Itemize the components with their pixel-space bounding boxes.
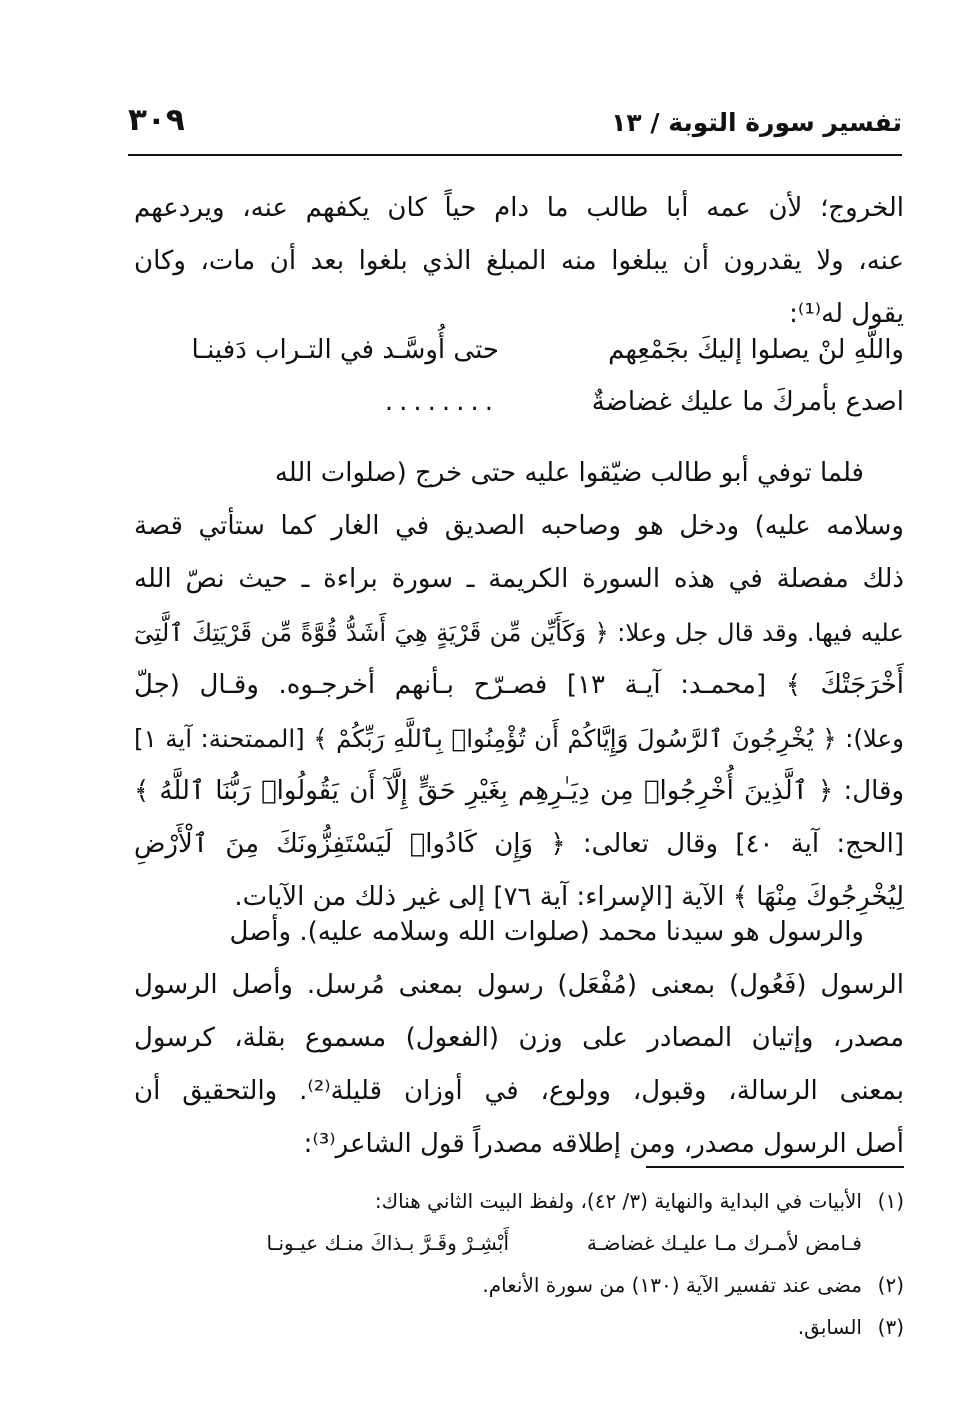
text-line: الرسول (فَعُول) بمعنى (مُفْعَل) رسول بمعنى مُرسل. وأصل الرسول — [134, 970, 904, 1000]
text-line: ذلك مفصلة في هذه السورة الكريمة ـ سورة براءة ـ حيث نصّ الله — [134, 564, 904, 594]
text-line: وسلامه عليه) ودخل هو وصاحبه الصديق في الغار كما ستأتي قصة — [134, 511, 904, 541]
paragraph-2 — [134, 447, 904, 924]
footnote-number: (٣) — [877, 1315, 904, 1339]
footnote-text: مضى عند تفسير الآية (١٣٠) من سورة الأنعام. — [482, 1273, 862, 1297]
page-header — [128, 102, 902, 156]
footnote-2 — [134, 1264, 904, 1306]
text-line: يقول له⁽¹⁾: — [789, 299, 904, 329]
paragraph-1 — [134, 182, 904, 341]
poem-verse — [134, 387, 904, 439]
text-line: مصدر، وإتيان المصادر على وزن (الفعول) مسموع بقلة، كرسول — [134, 1023, 904, 1053]
footnote-verse — [134, 1222, 904, 1264]
footnotes — [134, 1180, 904, 1348]
text-line: لِيُخْرِجُوكَ مِنْهَا ﴾ الآية [الإسراء: آية ٧٦] إلى غير ذلك من الآيات. — [234, 882, 904, 912]
footnote-text: السابق. — [797, 1315, 862, 1339]
footnote-text: الأبيات في البداية والنهاية (٣/ ٤٢)، ولفظ البيت الثاني هناك: — [374, 1189, 862, 1213]
footnote-verse-first: فـامض لأمـرك مـا عليـك غضاضـة — [586, 1231, 862, 1255]
text-line: أصل الرسول مصدر، ومن إطلاقه مصدراً قول الشاعر⁽³⁾: — [303, 1129, 904, 1159]
text-line: وقال: ﴿ ٱلَّذِينَ أُخْرِجُوا۟ مِن دِيَـٰرِهِم بِغَيْرِ حَقٍّ إِلَّآ أَن يَقُولُوا۟ رَبُّنَا ٱللَّهُ ﴾ — [134, 776, 904, 806]
poem-hemistich: واللَّهِ لنْ يصلوا إليكَ بجَمْعِهم — [608, 335, 904, 365]
poem-ellipsis: ........ — [384, 387, 499, 417]
poem — [134, 335, 904, 439]
poem-hemistich: حتى أُوسَّـد في التـراب دَفينـا — [191, 335, 499, 365]
poem-hemistich: اصدع بأمركَ ما عليك غضاضةٌ — [591, 387, 904, 417]
running-title: تفسير سورة التوبة / ١٣ — [611, 108, 902, 137]
footnote-1 — [134, 1180, 904, 1222]
poem-verse — [134, 335, 904, 387]
text-line: بمعنى الرسالة، وقبول، وولوع، في أوزان قليلة⁽²⁾. والتحقيق أن — [134, 1076, 904, 1106]
footnote-number: (٢) — [877, 1273, 904, 1297]
text-line — [134, 447, 904, 500]
footnote-divider — [646, 1166, 904, 1168]
text-line: الخروج؛ لأن عمه أبا طالب ما دام حياً كان يكفهم عنه، ويردعهم — [134, 193, 904, 223]
text-line: عليه فيها. وقد قال جل وعلا: ﴿ وَكَأَيِّن مِّن قَرْيَةٍ هِيَ أَشَدُّ قُوَّةً مِّن قَرْيَتِكَ ٱلَّتِىٓ — [134, 618, 904, 647]
text-line: عنه، ولا يقدرون أن يبلغوا منه المبلغ الذي بلغوا بعد أن مات، وكان — [134, 246, 904, 276]
text-line — [134, 906, 904, 959]
text-span: والرسول هو سيدنا محمد (صلوات الله وسلامه عليه). وأصل — [229, 917, 864, 947]
page-number: ٣٠٩ — [128, 102, 185, 138]
footnote-3 — [134, 1306, 904, 1348]
footnote-verse-second: أَبْشِـرْ وقَـرَّ بـذاكَ منـك عيـونـا — [266, 1231, 509, 1255]
text-span: فلما توفي أبو طالب ضيّقوا عليه حتى خرج (صلوات الله — [274, 458, 864, 488]
footnote-number: (١) — [877, 1189, 904, 1213]
paragraph-3 — [134, 906, 904, 1171]
text-line: [الحج: آية ٤٠] وقال تعالى: ﴿ وَإِن كَادُوا۟ لَيَسْتَفِزُّونَكَ مِنَ ٱلْأَرْضِ — [134, 829, 905, 859]
text-line: أَخْرَجَتْكَ ﴾ [محمـد: آيـة ١٣] فصـرّح بـأنهم أخرجـوه. وقـال (جلّ — [134, 670, 904, 700]
text-line: وعلا): ﴿ يُخْرِجُونَ ٱلرَّسُولَ وَإِيَّاكُمْ أَن تُؤْمِنُوا۟ بِٱللَّهِ رَبِّكُمْ ﴾ [الممتحنة: آية ١] — [134, 724, 904, 753]
